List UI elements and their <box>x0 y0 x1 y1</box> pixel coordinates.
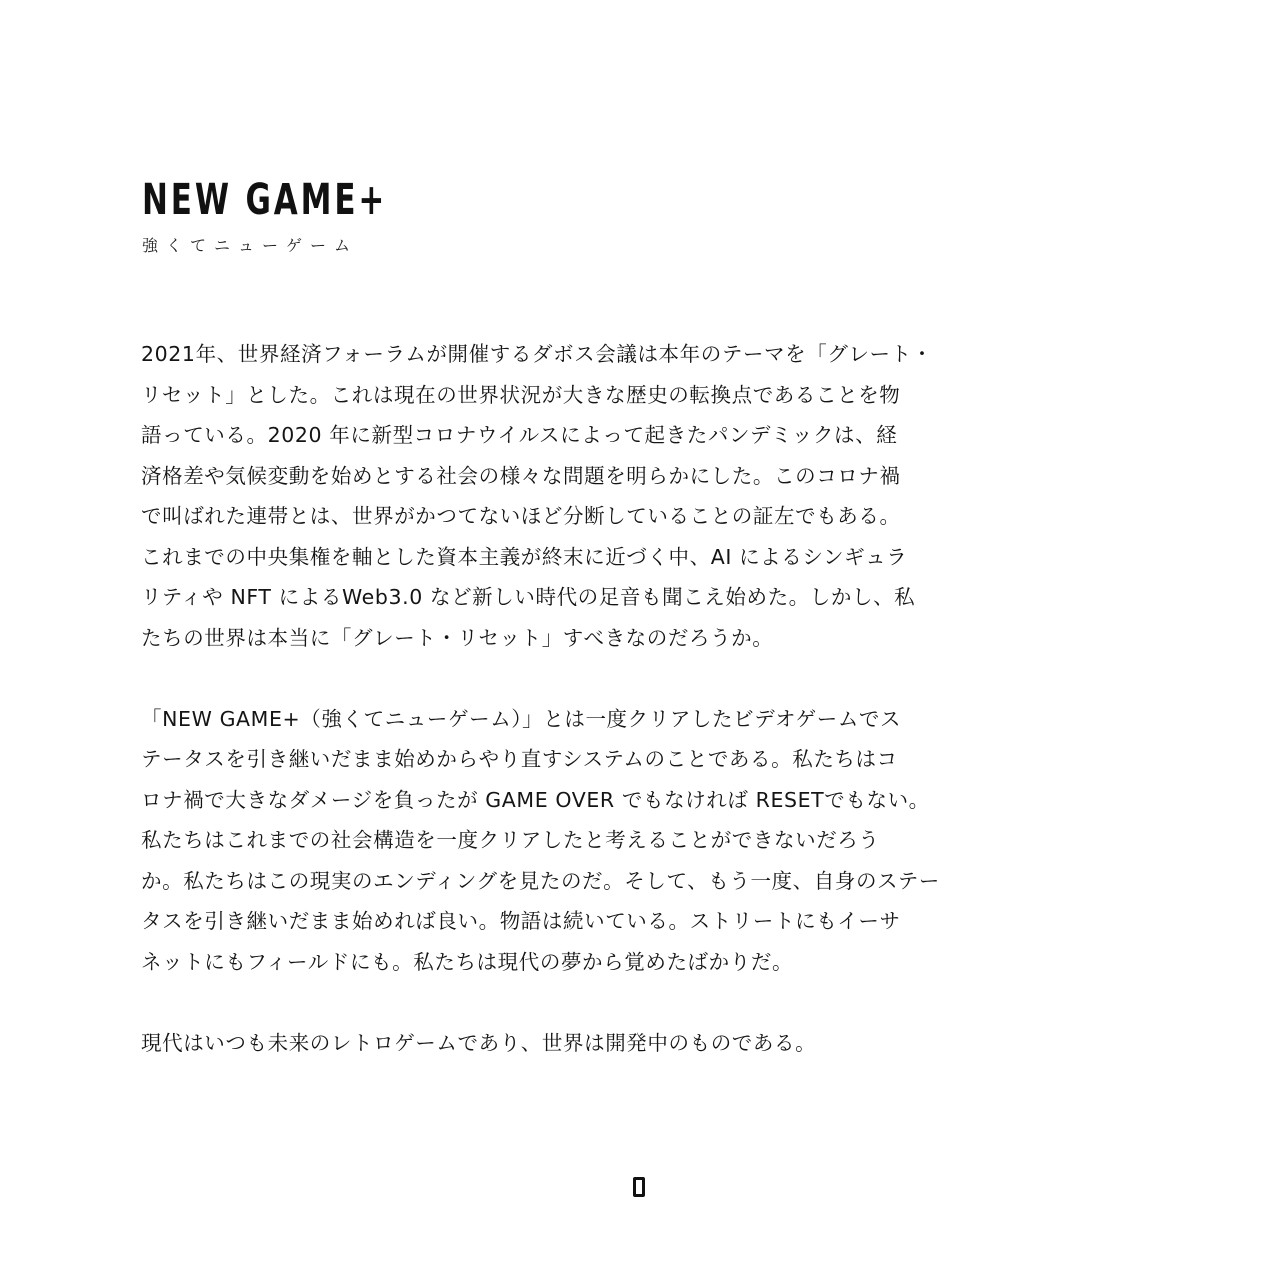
text-line: 私たちはこれまでの社会構造を一度クリアしたと考えることができないだろう <box>141 828 880 852</box>
text-line: で叫ばれた連帯とは、世界がかつてないほど分断していることの証左でもある。 <box>141 504 901 528</box>
text-line: リティや NFT によるWeb3.0 など新しい時代の足音も聞こえ始めた。しかし、私 <box>141 585 916 609</box>
text-line: 済格差や気候変動を始めとする社会の様々な問題を明らかにした。このコロナ禍 <box>141 463 901 488</box>
page-title: NEW GAME+ <box>142 175 388 225</box>
text-line: 2021年、世界経済フォーラムが開催するダボス会議は本年のテーマを「グレート・ <box>141 342 933 366</box>
text-line: リセット」とした。これは現在の世界状況が大きな歴史の転換点であることを物 <box>141 382 901 407</box>
text-line: 「NEW GAME+（強くてニューゲーム）」とは一度クリアしたビデオゲームでス <box>141 706 902 731</box>
page-subtitle: 強くてニューゲーム <box>142 236 359 255</box>
text-line: か。私たちはこの現実のエンディングを見たのだ。そして、もう一度、自身のステー <box>141 868 940 893</box>
paragraph-conclusion <box>141 1023 921 1064</box>
text-line: ネットにもフィールドにも。私たちは現代の夢から覚めたばかりだ。 <box>141 949 794 974</box>
body-text <box>141 334 940 1063</box>
text-line: 現代はいつも未来のレトロゲームであり、世界は開発中のものである。 <box>141 1030 817 1055</box>
text-line: これまでの中央集権を軸とした資本主義が終末に近づく中、AI によるシンギュラ <box>141 544 908 569</box>
text-line: テータスを引き継いだまま始めからやり直すシステムのことである。私たちはコ <box>141 747 898 771</box>
paragraph-intro <box>141 334 933 658</box>
text-line: 語っている。2020 年に新型コロナウイルスによって起きたパンデミックは、経 <box>141 423 898 447</box>
text-line: ロナ禍で大きなダメージを負ったが GAME OVER でもなければ RESETでもない。 <box>141 787 930 812</box>
text-line: たちの世界は本当に「グレート・リセット」すべきなのだろうか。 <box>141 625 774 650</box>
paragraph-new-game-plus <box>141 699 940 983</box>
text-line: タスを引き継いだまま始めれば良い。物語は続いている。ストリートにもイーサ <box>141 909 901 933</box>
page-number-icon <box>633 1177 645 1197</box>
